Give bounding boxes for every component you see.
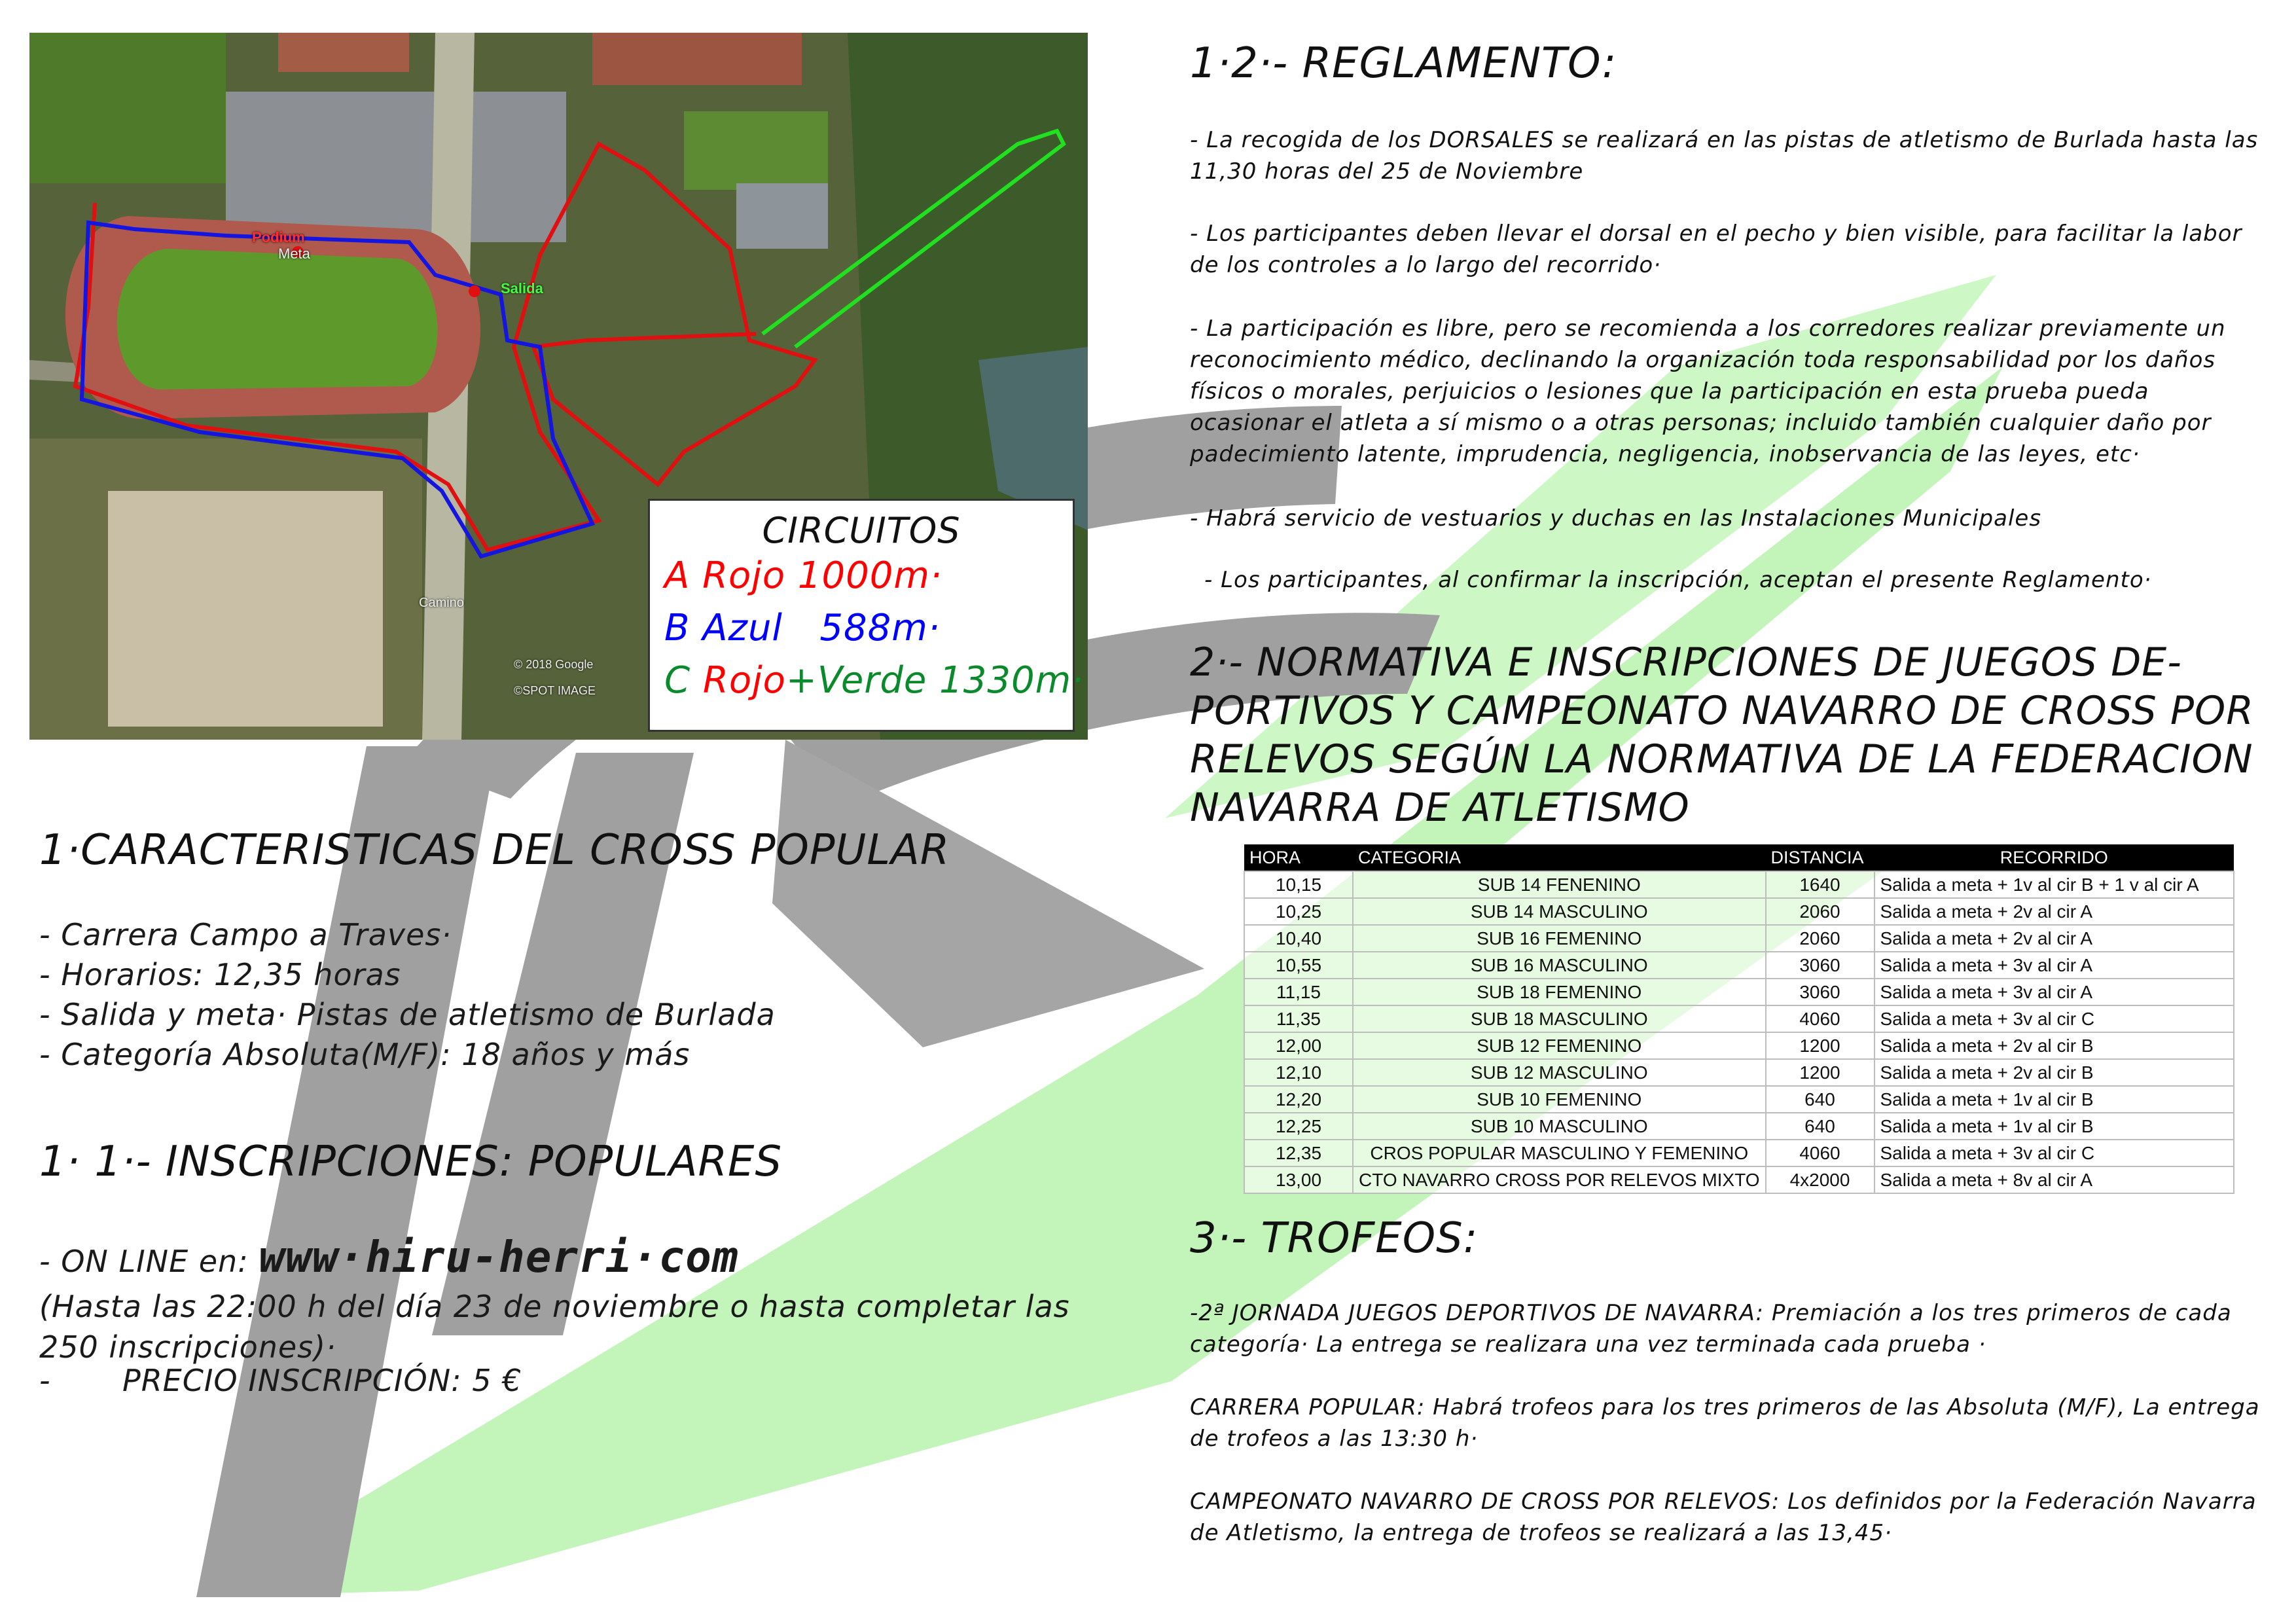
table-row (1244, 871, 2234, 898)
cell-hora: 12,35 (1244, 1140, 1353, 1166)
map-copyright: © 2018 Google (514, 658, 594, 671)
normativa-title: 2·- NORMATIVA E INSCRIPCIONES DE JUEGOS DE- PORTIVOS Y CAMPEONATO NAVARRO DE CROSS POR RELEVOS SEGÚN LA NORMATIVA DE LA FEDERACION NAVARRA DE ATLETISMO (1190, 640, 2254, 831)
cell-categoria: SUB 16 MASCULINO (1353, 952, 1766, 979)
cell-hora: 10,15 (1244, 871, 1353, 898)
table-row (1244, 1086, 2234, 1113)
cell-hora: 12,10 (1244, 1059, 1353, 1086)
trofeos-item-3: CAMPEONATO NAVARRO DE CROSS POR RELEVOS: Los definidos por la Federación Navarra de Atletismo, la entrega de trofeos se realizará a las 13,45· (1190, 1489, 2257, 1546)
header-categoria: CATEGORIA (1353, 844, 1766, 871)
cell-recorrido: Salida a meta + 1v al cir B + 1 v al cir A (1874, 871, 2234, 898)
cell-distancia: 2060 (1766, 925, 1874, 952)
legend-row-c (664, 659, 1084, 702)
cell-distancia: 1200 (1766, 1059, 1874, 1086)
list-item: - Carrera Campo a Traves· (39, 917, 452, 952)
list-item: - Categoría Absoluta(M/F): 18 años y más (39, 1037, 691, 1072)
cell-categoria: CROS POPULAR MASCULINO Y FEMENINO (1353, 1140, 1766, 1166)
cell-distancia: 1640 (1766, 871, 1874, 898)
schedule-table (1244, 844, 2234, 1194)
cell-distancia: 4060 (1766, 1140, 1874, 1166)
cell-categoria: SUB 10 FEMENINO (1353, 1086, 1766, 1113)
map-label-podium: Podium (252, 229, 305, 245)
cell-hora: 11,35 (1244, 1005, 1353, 1032)
cell-distancia: 3060 (1766, 952, 1874, 979)
cell-recorrido: Salida a meta + 2v al cir A (1874, 898, 2234, 925)
cell-recorrido: Salida a meta + 3v al cir C (1874, 1140, 2234, 1166)
list-item: - Salida y meta· Pistas de atletismo de Burlada (39, 997, 776, 1032)
cell-hora: 10,25 (1244, 898, 1353, 925)
legend-text-c-green: +Verde 1330m· (785, 659, 1085, 702)
cell-recorrido: Salida a meta + 3v al cir A (1874, 952, 2234, 979)
trofeos-item-1: -2ª JORNADA JUEGOS DEPORTIVOS DE NAVARRA: Premiación a los tres primeros de cada categoría· La entrega se realizara una vez terminada cada prueba · (1190, 1300, 2232, 1358)
map-label-salida: Salida (501, 280, 543, 297)
legend-letter-c: C (664, 659, 691, 702)
legend-text-a: Rojo 1000m· (702, 554, 942, 597)
table-row (1244, 1005, 2234, 1032)
cell-recorrido: Salida a meta + 3v al cir A (1874, 979, 2234, 1005)
online-prefix: - ON LINE en: (39, 1244, 249, 1279)
header-recorrido: RECORRIDO (1874, 844, 2234, 871)
route-map (29, 33, 1088, 740)
cell-recorrido: Salida a meta + 2v al cir A (1874, 925, 2234, 952)
cell-distancia: 640 (1766, 1086, 1874, 1113)
table-row (1244, 952, 2234, 979)
table-row (1244, 979, 2234, 1005)
cell-categoria: SUB 12 MASCULINO (1353, 1059, 1766, 1086)
table-row (1244, 1059, 2234, 1086)
list-item: - Horarios: 12,35 horas (39, 957, 401, 992)
table-row (1244, 1113, 2234, 1140)
cell-recorrido: Salida a meta + 1v al cir B (1874, 1086, 2234, 1113)
table-row (1244, 925, 2234, 952)
table-row (1244, 1032, 2234, 1059)
registration-url[interactable]: www·hiru-herri·com (259, 1232, 739, 1282)
cell-hora: 10,40 (1244, 925, 1353, 952)
cell-recorrido: Salida a meta + 2v al cir B (1874, 1059, 2234, 1086)
grey-triangle-shape (772, 740, 1204, 1047)
trofeos-item-2: CARRERA POPULAR: Habrá trofeos para los tres primeros de las Absoluta (M/F), La entrega de trofeos a las 13:30 h· (1190, 1394, 2260, 1452)
cell-hora: 10,55 (1244, 952, 1353, 979)
header-hora: HORA (1244, 844, 1353, 871)
map-label-camino: Camino (419, 596, 464, 610)
cell-recorrido: Salida a meta + 3v al cir C (1874, 1005, 2234, 1032)
legend-row-a (664, 554, 942, 597)
cell-categoria: CTO NAVARRO CROSS POR RELEVOS MIXTO (1353, 1166, 1766, 1193)
table-header-row (1244, 844, 2234, 871)
online-line (39, 1232, 739, 1282)
cell-categoria: SUB 14 FENENINO (1353, 871, 1766, 898)
header-distancia: DISTANCIA (1766, 844, 1874, 871)
caracteristicas-title: 1·CARACTERISTICAS DEL CROSS POPULAR (39, 826, 950, 875)
cell-categoria: SUB 16 FEMENINO (1353, 925, 1766, 952)
caracteristicas-list (39, 915, 776, 1075)
cell-categoria: SUB 12 FEMENINO (1353, 1032, 1766, 1059)
reglamento-item-3: - La participación es libre, pero se recomienda a los corredores realizar previamente un reconocimiento médico, declinando la organización toda responsabilidad por los daños físicos o morales, perjuicios o lesiones que la participación en esta prueba pueda ocasionar el atleta a sí mismo o a otras personas; incluido también cualquier daño por padecimiento latente, imprudencia, negligencia, inobservancia de las leyes, etc· (1190, 316, 2226, 467)
cell-recorrido: Salida a meta + 8v al cir A (1874, 1166, 2234, 1193)
reglamento-title: 1·2·- REGLAMENTO: (1190, 39, 1617, 88)
legend-title: CIRCUITOS (762, 510, 961, 551)
legend-text-c-red: Rojo (702, 659, 786, 702)
cell-distancia: 2060 (1766, 898, 1874, 925)
registration-price: - PRECIO INSCRIPCIÓN: 5 € (39, 1363, 522, 1398)
cell-recorrido: Salida a meta + 2v al cir B (1874, 1032, 2234, 1059)
legend-letter-a: A (664, 554, 691, 597)
reglamento-item-4: - Habrá servicio de vestuarios y duchas en las Instalaciones Municipales (1190, 505, 2042, 532)
cell-hora: 11,15 (1244, 979, 1353, 1005)
legend-row-b (664, 607, 941, 649)
cell-hora: 12,00 (1244, 1032, 1353, 1059)
trofeos-title: 3·- TROFEOS: (1190, 1214, 1479, 1263)
circuits-legend (648, 499, 1085, 732)
reglamento-item-1: - La recogida de los DORSALES se realizará en las pistas de atletismo de Burlada hasta las 11,30 horas del 25 de Noviembre (1190, 127, 2259, 185)
reglamento-item-2: - Los participantes deben llevar el dorsal en el pecho y bien visible, para facilitar la labor de los controles a lo largo del recorrido· (1190, 221, 2242, 278)
table-row (1244, 1166, 2234, 1193)
cell-distancia: 1200 (1766, 1032, 1874, 1059)
table-row (1244, 898, 2234, 925)
cell-hora: 12,25 (1244, 1113, 1353, 1140)
table-row (1244, 1140, 2234, 1166)
reglamento-item-5: - Los participantes, al confirmar la inscripción, aceptan el presente Reglamento· (1204, 567, 2152, 593)
legend-text-b: Azul 588m· (702, 607, 941, 649)
map-spot-image: ©SPOT IMAGE (514, 684, 596, 697)
cell-hora: 12,20 (1244, 1086, 1353, 1113)
inscripciones-title: 1· 1·- INSCRIPCIONES: POPULARES (39, 1138, 783, 1186)
cell-distancia: 4060 (1766, 1005, 1874, 1032)
cell-categoria: SUB 14 MASCULINO (1353, 898, 1766, 925)
cell-hora: 13,00 (1244, 1166, 1353, 1193)
cell-categoria: SUB 18 MASCULINO (1353, 1005, 1766, 1032)
cell-recorrido: Salida a meta + 1v al cir B (1874, 1113, 2234, 1140)
map-label-meta: Meta (278, 245, 310, 262)
cell-distancia: 3060 (1766, 979, 1874, 1005)
cell-categoria: SUB 10 MASCULINO (1353, 1113, 1766, 1140)
registration-deadline: (Hasta las 22:00 h del día 23 de noviembre o hasta completar las 250 inscripciones)· (39, 1289, 1070, 1365)
cell-distancia: 640 (1766, 1113, 1874, 1140)
cell-categoria: SUB 18 FEMENINO (1353, 979, 1766, 1005)
cell-distancia: 4x2000 (1766, 1166, 1874, 1193)
legend-letter-b: B (664, 607, 691, 649)
